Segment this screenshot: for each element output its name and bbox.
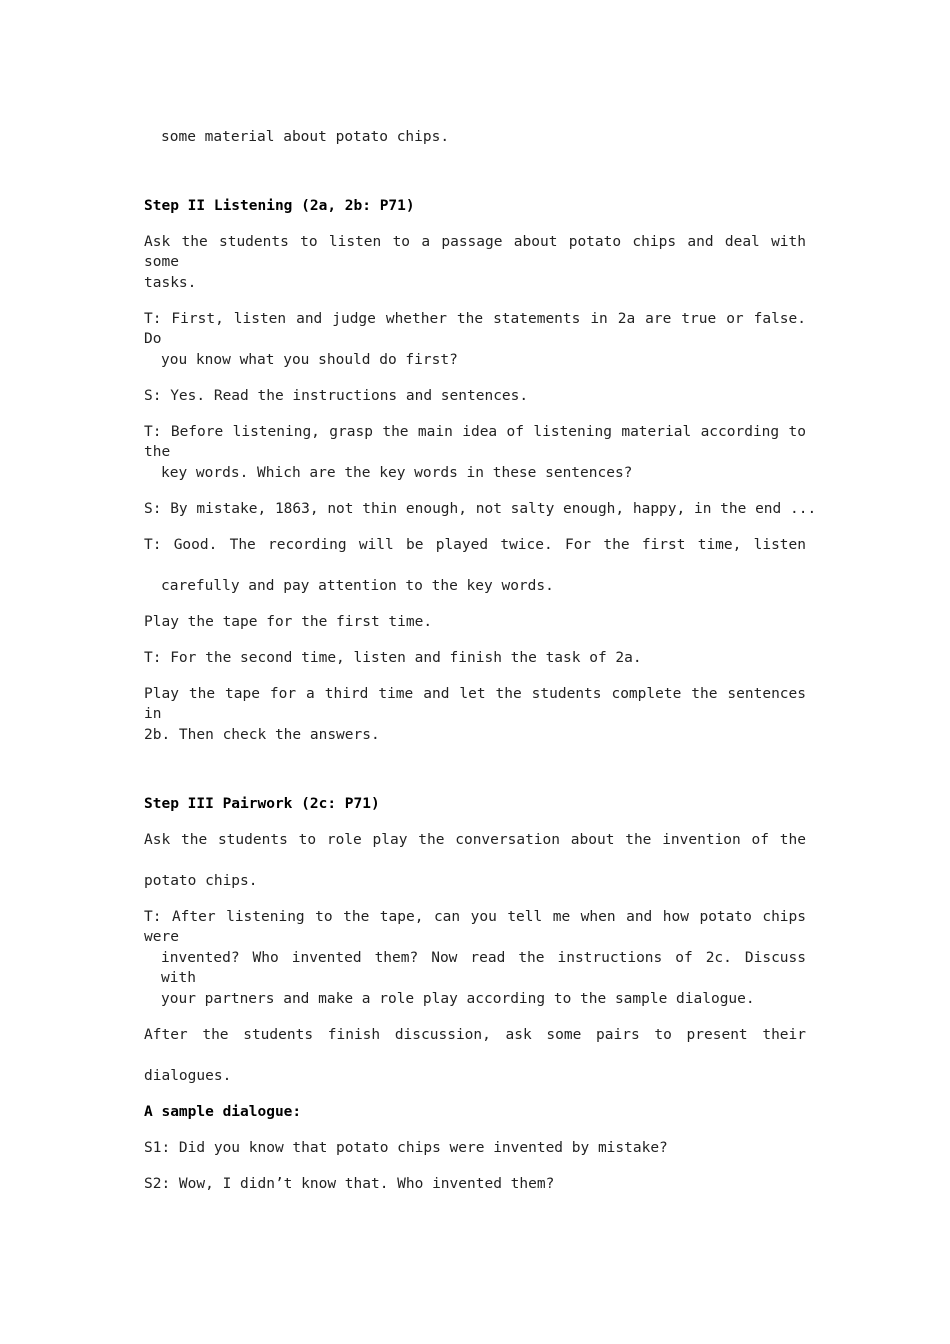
text-line: T: Before listening, grasp the main idea of listening material according to the — [144, 424, 806, 460]
text-line: 2b. Then check the answers. — [144, 727, 380, 743]
text-line: potato chips. — [144, 873, 258, 889]
text-line: invented? Who invented them? Now read the instructions of 2c. Discuss with — [161, 950, 806, 986]
text-line: some material about potato chips. — [161, 129, 450, 145]
text-line: S: Yes. Read the instructions and sentences. — [144, 388, 529, 404]
text-line: Ask the students to role play the conversation about the invention of the — [144, 832, 806, 848]
text-line: carefully and pay attention to the key words. — [161, 578, 554, 594]
text-line: T: Good. The recording will be played twice. For the first time, listen — [144, 537, 806, 553]
text-line: tasks. — [144, 275, 197, 291]
text-line: key words. Which are the key words in these sentences? — [161, 465, 633, 481]
text-line: your partners and make a role play according to the sample dialogue. — [161, 991, 755, 1007]
section-heading: Step III Pairwork (2c: P71) — [144, 796, 380, 812]
text-line: dialogues. — [144, 1068, 232, 1084]
text-line: Play the tape for the first time. — [144, 614, 433, 630]
text-line: Ask the students to listen to a passage about potato chips and deal with some — [144, 234, 806, 270]
text-line: After the students finish discussion, ask some pairs to present their — [144, 1027, 806, 1043]
text-line: S2: Wow, I didn’t know that. Who invented them? — [144, 1176, 555, 1192]
text-line: you know what you should do first? — [161, 352, 458, 368]
text-line: S: By mistake, 1863, not thin enough, not salty enough, happy, in the end ... — [144, 501, 817, 517]
text-line: T: After listening to the tape, can you tell me when and how potato chips were — [144, 909, 806, 945]
subheading: A sample dialogue: — [144, 1104, 302, 1120]
text-line: S1: Did you know that potato chips were invented by mistake? — [144, 1140, 668, 1156]
text-line: Play the tape for a third time and let the students complete the sentences in — [144, 686, 806, 722]
text-line: T: First, listen and judge whether the statements in 2a are true or false. Do — [144, 311, 806, 347]
text-line: T: For the second time, listen and finish the task of 2a. — [144, 650, 642, 666]
section-heading: Step II Listening (2a, 2b: P71) — [144, 198, 415, 214]
